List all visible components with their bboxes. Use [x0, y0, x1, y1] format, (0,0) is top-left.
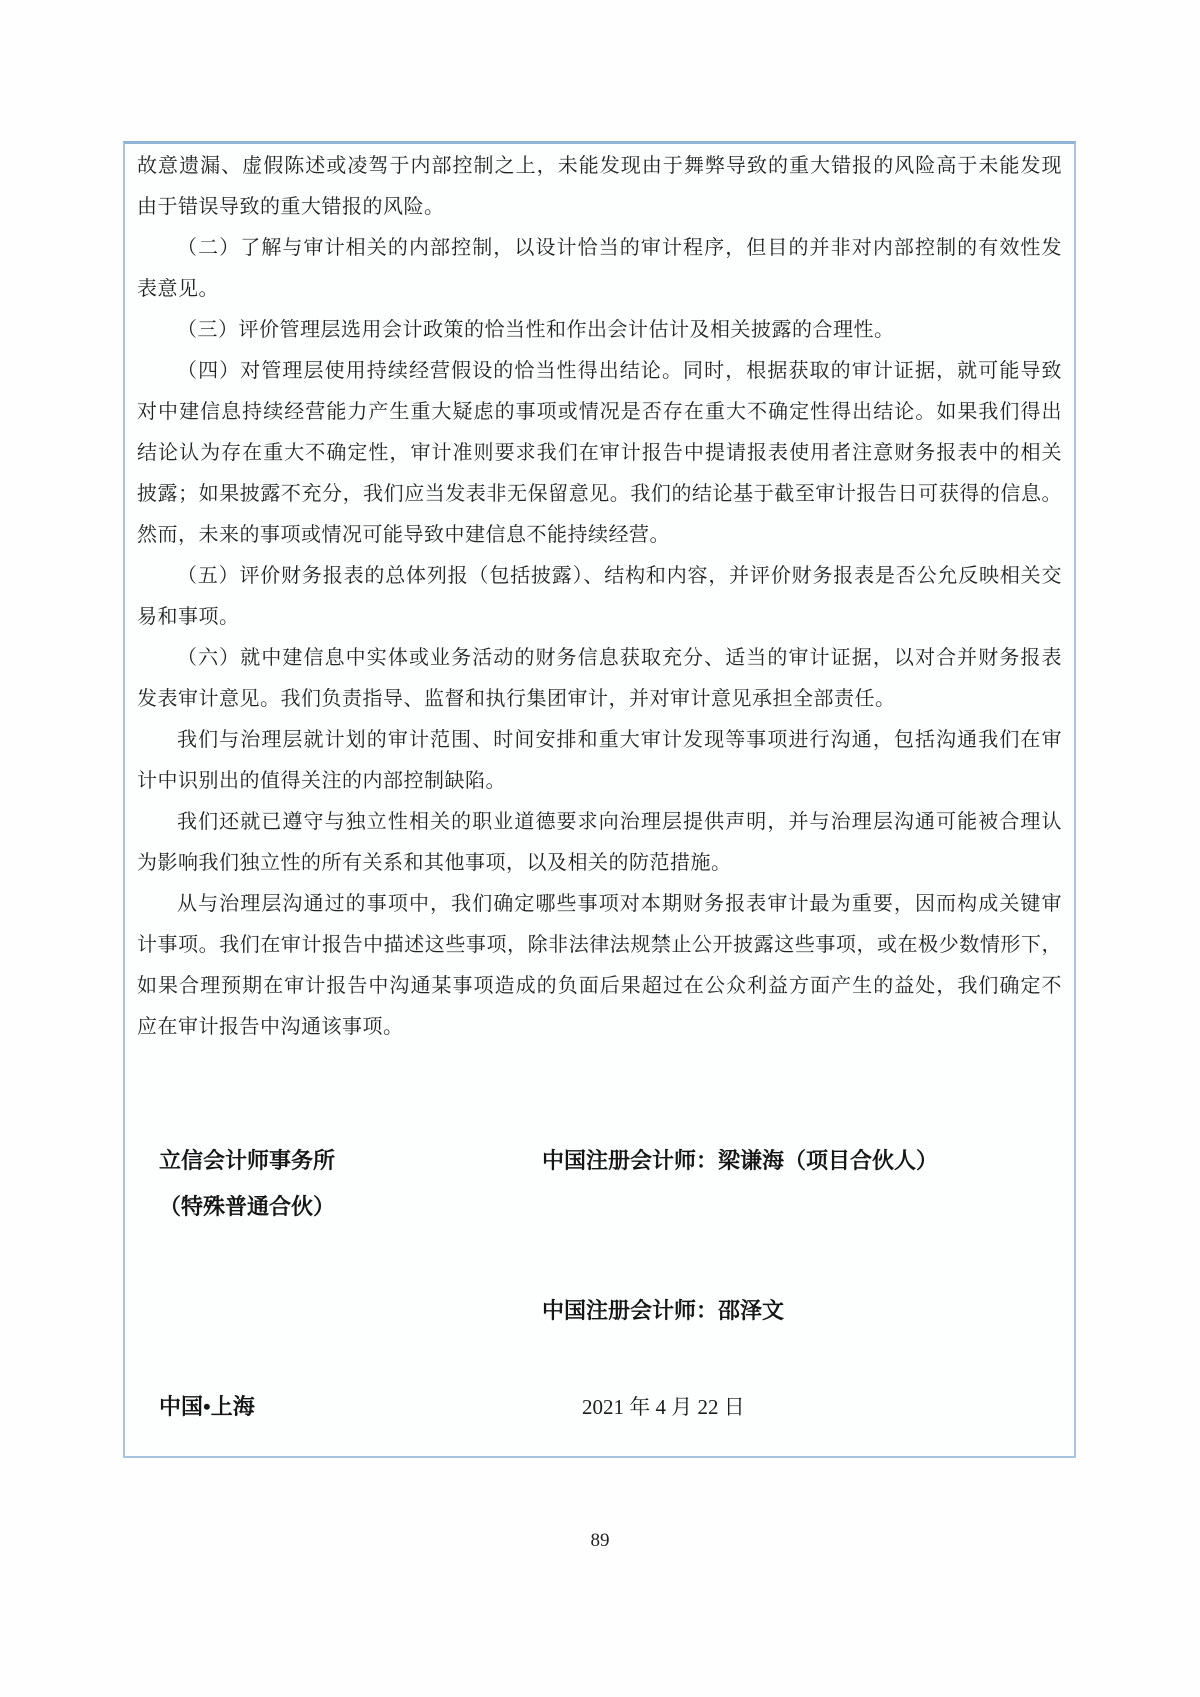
- body-line: 我们与治理层就计划的审计范围、时间安排和重大审计发现等事项进行沟通，包括沟通我们在审: [177, 729, 1062, 751]
- body-line: 从与治理层沟通过的事项中，我们确定哪些事项对本期财务报表审计最为重要，因而构成关键审: [177, 893, 1062, 915]
- signature-row-firm: [159, 1138, 1059, 1184]
- body-line: 计中识别出的值得关注的内部控制缺陷。: [137, 770, 506, 792]
- signature-row-firm-type: [159, 1184, 1059, 1230]
- body-line: 故意遗漏、虚假陈述或凌驾于内部控制之上，未能发现由于舞弊导致的重大错报的风险高于未能发现: [137, 155, 1062, 177]
- signature-location: 中国•上海: [159, 1394, 255, 1419]
- signature-row-cpa2: [159, 1288, 1059, 1334]
- body-line: （三）评价管理层选用会计政策的恰当性和作出会计估计及相关披露的合理性。: [177, 319, 895, 341]
- body-line: 计事项。我们在审计报告中描述这些事项，除非法律法规禁止公开披露这些事项，或在极少数情形下，: [137, 934, 1062, 956]
- body-line: （二）了解与审计相关的内部控制，以设计恰当的审计程序，但目的并非对内部控制的有效性发: [177, 237, 1062, 259]
- body-line: 然而，未来的事项或情况可能导致中建信息不能持续经营。: [137, 524, 670, 546]
- body-line: 如果合理预期在审计报告中沟通某事项造成的负面后果超过在公众利益方面产生的益处，我们确定不: [137, 975, 1062, 997]
- body-line: 我们还就已遵守与独立性相关的职业道德要求向治理层提供声明，并与治理层沟通可能被合理认: [177, 811, 1062, 833]
- bordered-text-box: [123, 141, 1076, 1458]
- body-line: 结论认为存在重大不确定性，审计准则要求我们在审计报告中提请报表使用者注意财务报表中的相关: [137, 442, 1062, 464]
- empty-cell: [159, 1288, 542, 1334]
- empty-cell: [542, 1184, 1059, 1230]
- cpa-line-2: 中国注册会计师：邵泽文: [542, 1298, 785, 1323]
- body-line: （四）对管理层使用持续经营假设的恰当性得出结论。同时，根据获取的审计证据，就可能导致: [177, 360, 1062, 382]
- signature-date: 2021 年 4 月 22 日: [582, 1395, 745, 1419]
- signature-block: [159, 1138, 1059, 1430]
- body-line: 对中建信息持续经营能力产生重大疑虑的事项或情况是否存在重大不确定性得出结论。如果我们得出: [137, 401, 1062, 423]
- body-line: （六）就中建信息中实体或业务活动的财务信息获取充分、适当的审计证据，以对合并财务报表: [177, 647, 1062, 669]
- signature-date-cell: [542, 1384, 1059, 1430]
- body-line: 披露；如果披露不充分，我们应当发表非无保留意见。我们的结论基于截至审计报告日可获得的信息。: [137, 483, 1062, 505]
- body-line: 应在审计报告中沟通该事项。: [137, 1016, 404, 1038]
- body-line: 为影响我们独立性的所有关系和其他事项，以及相关的防范措施。: [137, 852, 732, 874]
- cpa-line-1: 中国注册会计师：梁谦海（项目合伙人）: [542, 1148, 939, 1173]
- body-line: 发表审计意见。我们负责指导、监督和执行集团审计，并对审计意见承担全部责任。: [137, 688, 896, 710]
- body-line: 易和事项。: [137, 606, 240, 628]
- signature-row-date: [159, 1384, 1059, 1430]
- firm-name: 立信会计师事务所: [159, 1148, 336, 1173]
- body-text: [137, 146, 1062, 1048]
- body-line: 由于错误导致的重大错报的风险。: [137, 196, 445, 218]
- body-line: 表意见。: [137, 278, 219, 300]
- page-number: 89: [590, 1530, 610, 1551]
- body-line: （五）评价财务报表的总体列报（包括披露）、结构和内容，并评价财务报表是否公允反映相关交: [177, 565, 1062, 587]
- firm-type: （特殊普通合伙）: [159, 1194, 336, 1219]
